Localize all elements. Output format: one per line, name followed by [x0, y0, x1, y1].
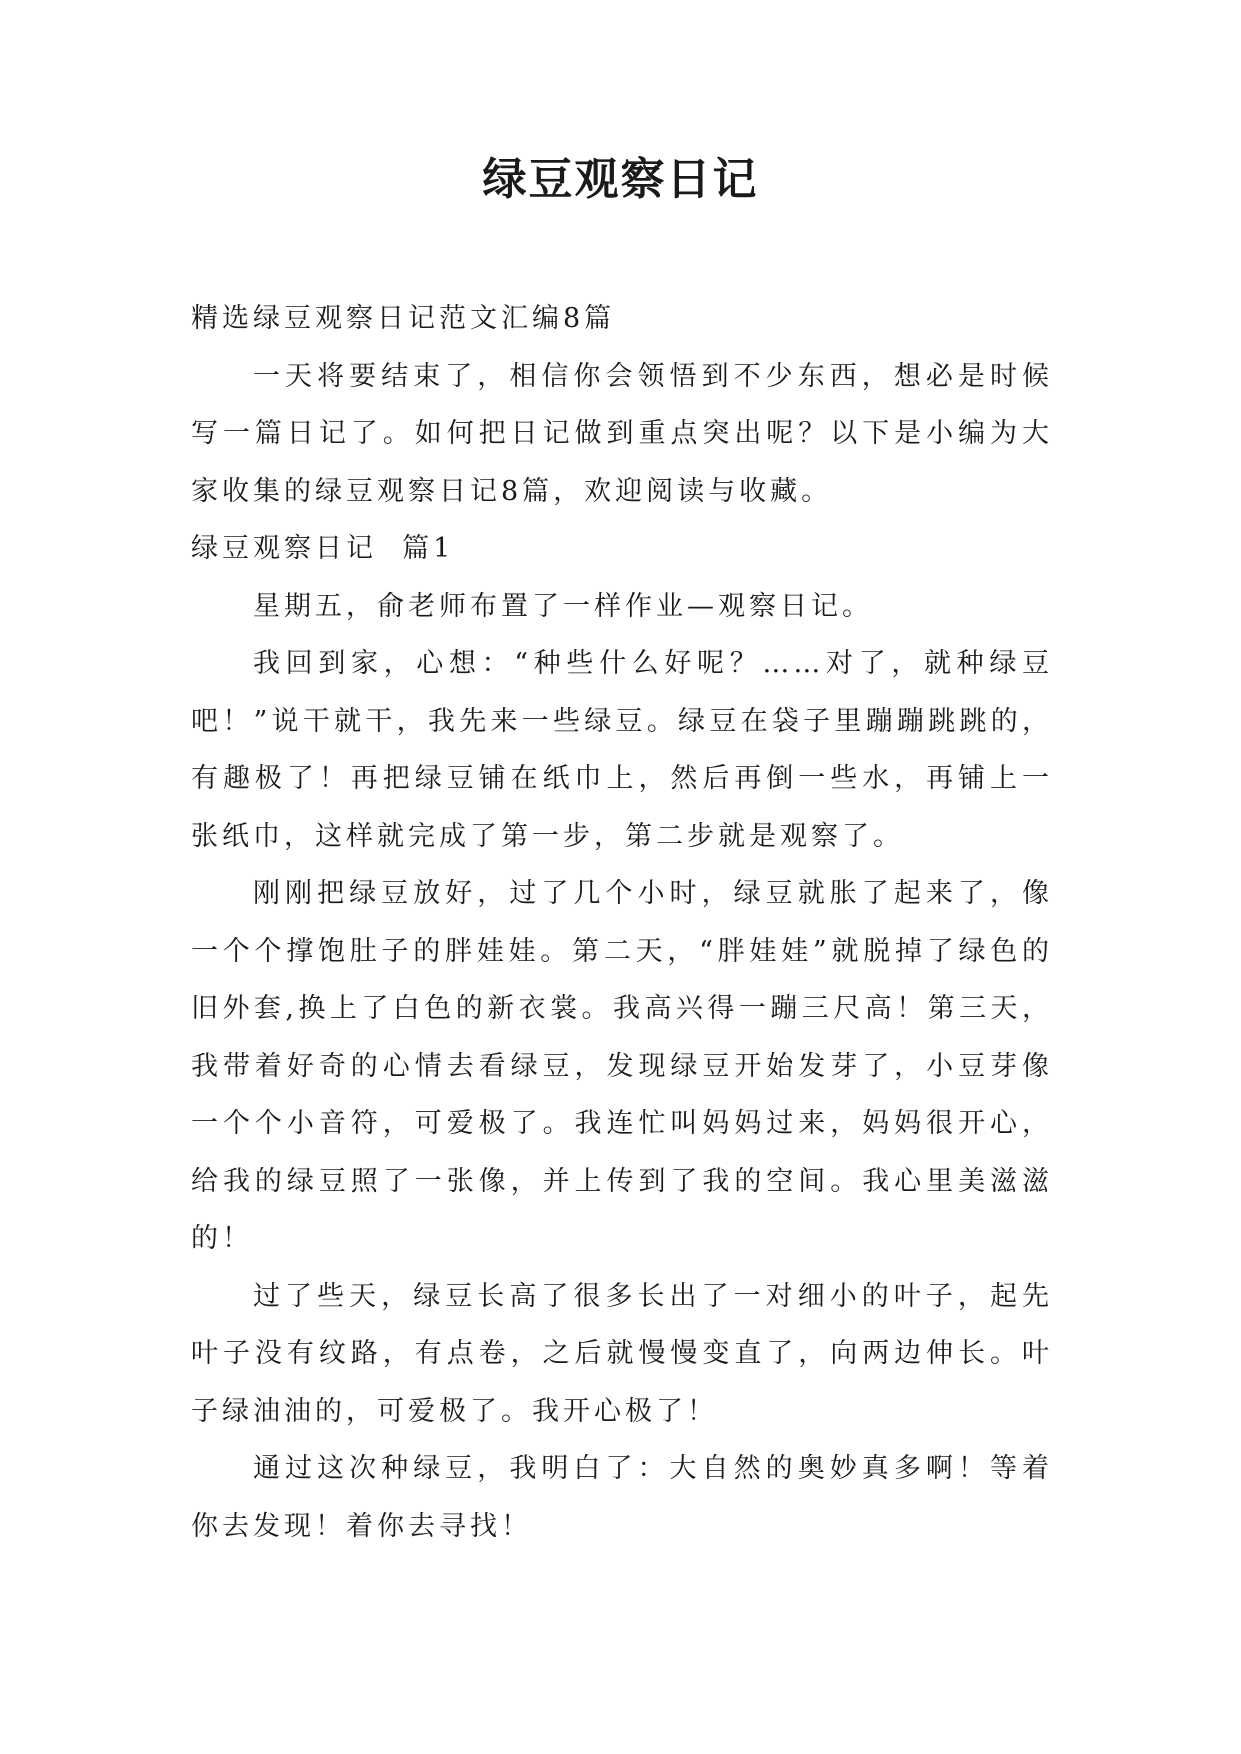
document-title: 绿豆观察日记 [482, 154, 759, 205]
section-heading: 绿豆观察日记 篇1 [191, 533, 455, 564]
intro-paragraph: 一天将要结束了，相信你会领悟到不少东西，想必是时候写一篇日记了。如何把日记做到重点突出呢？以下是小编为大家收集的绿豆观察日记8篇，欢迎阅读与收藏。 [191, 360, 1053, 507]
body-paragraph: 通过这次种绿豆，我明白了：大自然的奥妙真多啊！等着你去发现！着你去寻找！ [191, 1453, 1053, 1542]
body-paragraph: 星期五，俞老师布置了一样作业—观察日记。 [253, 590, 873, 622]
document-body [191, 290, 1053, 1555]
document-subtitle: 精选绿豆观察日记范文汇编8篇 [191, 303, 616, 334]
body-paragraph: 我回到家，心想：“种些什么好呢？……对了，就种绿豆吧！”说干就干，我先来一些绿豆。绿豆在袋子里蹦蹦跳跳的，有趣极了！再把绿豆铺在纸巾上，然后再倒一些水，再铺上一张纸巾，这样就完成了第一步，第二步就是观察了。 [191, 648, 1053, 852]
body-paragraph: 刚刚把绿豆放好，过了几个小时，绿豆就胀了起来了，像一个个撑饱肚子的胖娃娃。第二天，“胖娃娃”就脱掉了绿色的旧外套,换上了白色的新衣裳。我高兴得一蹦三尺高！第三天，我带着好奇的心情去看绿豆，发现绿豆开始发芽了，小豆芽像一个个小音符，可爱极了。我连忙叫妈妈过来，妈妈很开心，给我的绿豆照了一张像，并上传到了我的空间。我心里美滋滋的！ [191, 878, 1053, 1254]
body-paragraph: 过了些天，绿豆长高了很多长出了一对细小的叶子，起先叶子没有纹路，有点卷，之后就慢慢变直了，向两边伸长。叶子绿油油的，可爱极了。我开心极了！ [191, 1280, 1053, 1427]
